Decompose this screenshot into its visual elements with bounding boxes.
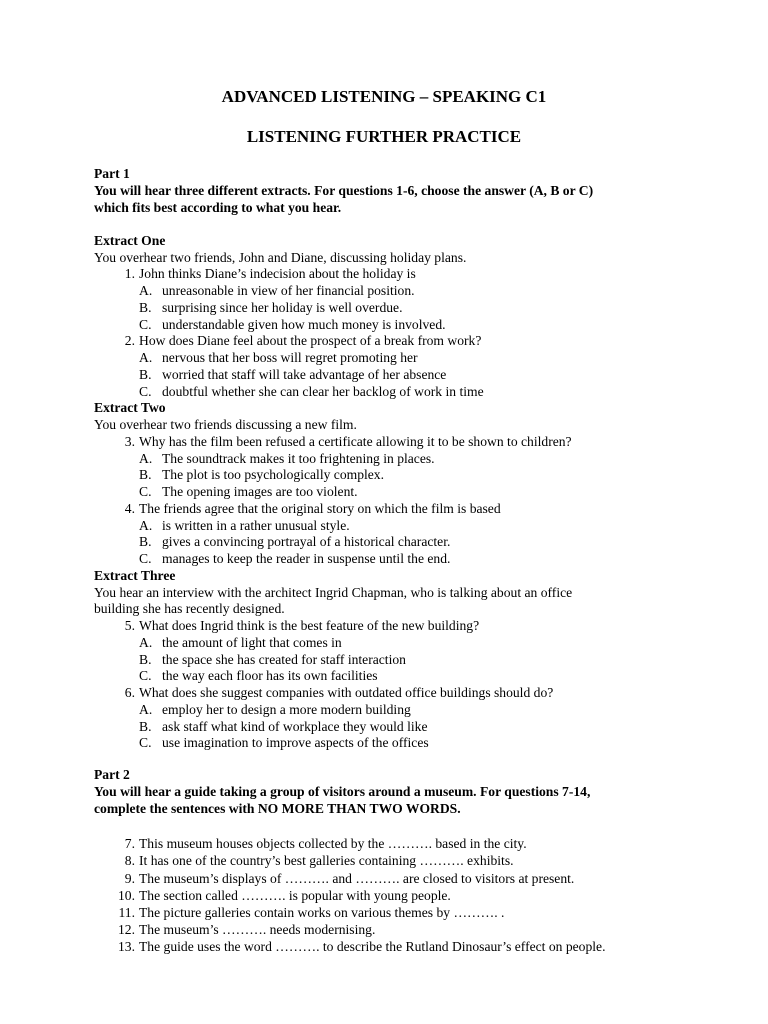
option-letter: C. — [139, 735, 152, 751]
option-letter: A. — [139, 283, 153, 298]
option-text: the way each floor has its own facilities — [162, 668, 378, 684]
sentence-number: 7. — [124, 836, 135, 852]
option-text: the amount of light that comes in — [162, 634, 342, 650]
sentence-number: 10. — [118, 887, 135, 903]
sentence-number: 11. — [118, 905, 135, 921]
document-title: ADVANCED LISTENING – SPEAKING C1 — [221, 87, 547, 106]
option-letter: A. — [139, 634, 153, 650]
question-text: The friends agree that the original story on which the film is based — [139, 500, 501, 516]
extract-intro: You hear an interview with the architect Ingrid Chapman, who is talking about an office — [94, 584, 573, 600]
option-letter: C. — [139, 484, 152, 499]
option-letter: B. — [139, 718, 152, 734]
sentence-number: 9. — [124, 870, 135, 886]
option-text: The plot is too psychologically complex. — [162, 467, 384, 483]
part-instructions: complete the sentences with NO MORE THAN TWO WORDS. — [94, 800, 461, 816]
option-text: manages to keep the reader in suspense until the end. — [162, 551, 451, 566]
question-number: 4. — [124, 500, 135, 516]
option-letter: C. — [139, 668, 152, 684]
option-letter: A. — [139, 701, 153, 717]
extract-intro: building she has recently designed. — [94, 601, 285, 617]
extract-intro: You overhear two friends, John and Diane, discussing holiday plans. — [94, 249, 467, 265]
sentence-text: The museum’s displays of ………. and ………. are closed to visitors at present. — [139, 870, 575, 886]
part-instructions: You will hear three different extracts. For questions 1-6, choose the answer (A, B or C) — [94, 182, 594, 198]
option-text: ask staff what kind of workplace they would like — [162, 718, 428, 734]
sentence-text: This museum houses objects collected by the ………. based in the city. — [139, 836, 527, 852]
question-number: 1. — [124, 266, 135, 282]
option-letter: B. — [139, 299, 152, 315]
sentence-text: It has one of the country’s best galleries containing ………. exhibits. — [139, 853, 514, 869]
option-text: worried that staff will take advantage of her absence — [162, 366, 447, 382]
sentence-number: 8. — [124, 853, 135, 869]
part-instructions: You will hear a guide taking a group of visitors around a museum. For questions 7-14, — [94, 783, 591, 799]
option-text: the space she has created for staff interaction — [162, 651, 406, 667]
option-text: unreasonable in view of her financial position. — [162, 283, 415, 298]
option-letter: B. — [139, 366, 152, 382]
question-number: 6. — [124, 685, 135, 700]
sentence-text: The section called ………. is popular with young people. — [139, 887, 451, 903]
option-text: doubtful whether she can clear her backlog of work in time — [162, 383, 484, 399]
question-number: 5. — [124, 618, 135, 633]
question-text: Why has the film been refused a certificate allowing it to be shown to children? — [139, 433, 572, 449]
option-letter: C. — [139, 551, 152, 566]
part-heading: Part 1 — [94, 166, 130, 181]
option-text: The opening images are too violent. — [162, 484, 358, 499]
option-letter: B. — [139, 651, 152, 667]
option-text: The soundtrack makes it too frightening in places. — [162, 450, 435, 466]
part-heading: Part 2 — [94, 767, 130, 782]
document-subtitle: LISTENING FURTHER PRACTICE — [246, 127, 522, 146]
sentence-number: 12. — [118, 922, 135, 938]
option-letter: B. — [139, 467, 152, 483]
question-text: How does Diane feel about the prospect of a break from work? — [139, 333, 482, 349]
option-letter: A. — [139, 350, 153, 365]
option-letter: C. — [139, 316, 152, 332]
option-text: nervous that her boss will regret promoting her — [162, 350, 418, 365]
sentence-text: The museum’s ………. needs modernising. — [139, 922, 376, 938]
question-text: What does Ingrid think is the best feature of the new building? — [139, 618, 480, 633]
extract-intro: You overhear two friends discussing a new film. — [94, 417, 357, 432]
question-text: John thinks Diane’s indecision about the holiday is — [139, 266, 416, 282]
option-text: is written in a rather unusual style. — [162, 517, 350, 533]
option-text: surprising since her holiday is well overdue. — [162, 299, 403, 315]
option-text: employ her to design a more modern building — [162, 701, 411, 717]
option-text: understandable given how much money is involved. — [162, 316, 446, 332]
sentence-number: 13. — [118, 939, 135, 955]
question-number: 3. — [124, 433, 135, 449]
option-letter: C. — [139, 383, 152, 399]
sentence-text: The picture galleries contain works on various themes by ………. . — [139, 905, 505, 921]
option-letter: A. — [139, 517, 153, 533]
extract-heading: Extract Two — [94, 400, 166, 416]
question-number: 2. — [124, 333, 135, 349]
question-text: What does she suggest companies with outdated office buildings should do? — [139, 685, 554, 700]
option-letter: A. — [139, 450, 153, 466]
extract-heading: Extract Three — [94, 567, 176, 583]
option-text: gives a convincing portrayal of a historical character. — [162, 534, 451, 550]
part-instructions: which fits best according to what you hear. — [94, 199, 342, 215]
extract-heading: Extract One — [94, 232, 166, 248]
sentence-text: The guide uses the word ………. to describe the Rutland Dinosaur’s effect on people. — [139, 939, 606, 955]
option-text: use imagination to improve aspects of the offices — [162, 735, 429, 751]
option-letter: B. — [139, 534, 152, 550]
